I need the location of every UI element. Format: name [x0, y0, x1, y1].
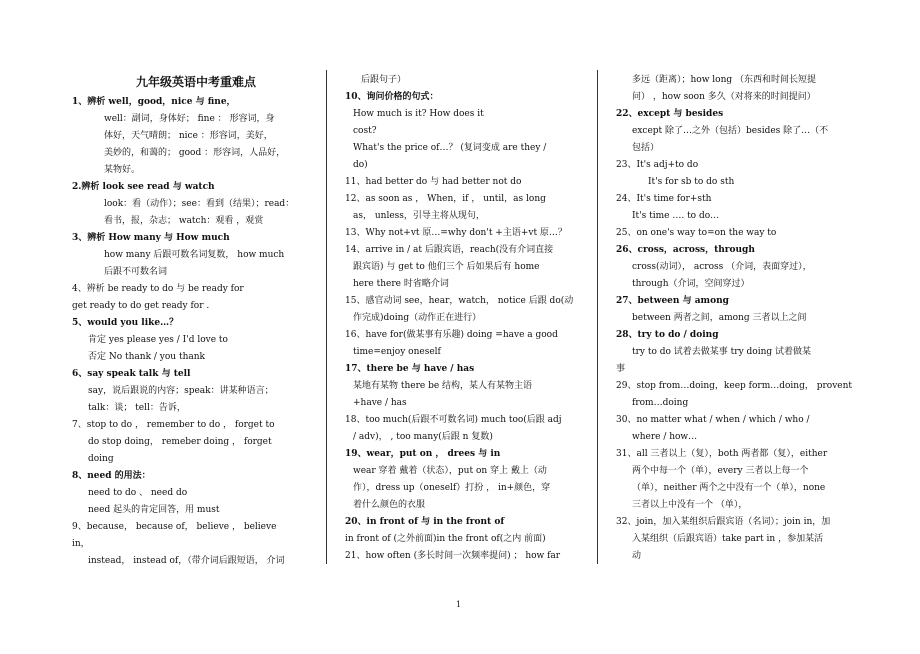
text-line: It's for sb to do sth	[648, 177, 735, 187]
text-line: well：副词，身体好； fine ： 形容词，身	[104, 114, 275, 124]
text-line: 动	[632, 551, 642, 561]
text-line: look：看（动作）；see：看到（结果）；read：	[104, 199, 295, 209]
text-line: need to do 、 need do	[88, 488, 188, 498]
page-number: 1	[456, 600, 462, 609]
text-line: instead， instead of，（带介词后跟短语， 介词	[88, 556, 285, 566]
text-line: 肯定 yes please yes / I'd love to	[88, 335, 228, 345]
column-divider-left	[326, 70, 327, 564]
text-line: 看书，报，杂志； watch：观看 ，观赏	[104, 216, 264, 226]
text-line: in front of (之外前面)in the front of(之内 前面)	[345, 534, 546, 544]
text-line: How much is it? How does it	[353, 109, 484, 119]
text-line: 32、join，加入某组织后跟宾语（名词）；join in，加	[616, 517, 831, 527]
text-line: 15、感官动词 see，hear，watch， notice 后跟 do(动	[345, 296, 574, 306]
text-line: 23、It's adj+to do	[616, 160, 699, 170]
text-line: 事	[616, 364, 626, 374]
text-line: say，说后跟说的内容；speak：讲某种语言；	[88, 386, 274, 396]
text-line: how many 后跟可数名词复数， how much	[104, 250, 285, 260]
text-line: 11、had better do 与 had better not do	[345, 177, 522, 187]
text-line: in，	[72, 539, 90, 549]
text-line: 5、would you like…？	[72, 318, 179, 328]
text-line: （单），neither 两个之中没有一个（单），none	[632, 483, 826, 493]
column-1	[72, 72, 320, 570]
text-line: 作），dress up（oneself）打扮 ， in+颜色，穿	[353, 483, 551, 493]
text-line: 体好，天气晴朗； nice ：形容词，美好，	[104, 131, 273, 141]
text-line: 22、except 与 besides	[616, 109, 724, 119]
text-line: 1、辨析 well，good，nice 与 fine，	[72, 97, 236, 107]
text-line: / adv)， , too many(后跟 n 复数)	[353, 432, 493, 442]
text-line: 跟宾语) 与 get to 他们三个 后如果后有 home	[353, 262, 540, 272]
document-title: 九年级英语中考重难点	[135, 75, 256, 89]
text-line: It's time …. to do…	[632, 211, 720, 221]
text-line: What's the price of…？ (复词变成 are they /	[353, 143, 547, 153]
text-line: 24、It's time for+sth	[616, 194, 712, 204]
text-line: 29、stop from…doing，keep form…doing， provent	[616, 381, 853, 391]
text-line: 14、arrive in / at 后跟宾语，reach(没有介词直接	[345, 245, 554, 255]
text-line: 20、in front of 与 in the front of	[345, 517, 505, 527]
text-line: 8、need 的用法：	[72, 471, 151, 481]
text-line: 否定 No thank / you thank	[88, 352, 205, 362]
text-line: +have / has	[353, 398, 407, 408]
text-line: 28、try to do / doing	[616, 330, 719, 340]
text-line: 后跟句子）	[361, 75, 407, 85]
text-line: between 两者之间，among 三者以上之间	[632, 313, 807, 323]
text-line: 9、because， because of， believe ， believe	[72, 522, 277, 532]
text-line: 6、say speak talk 与 tell	[72, 369, 191, 379]
text-line: 18、too much(后跟不可数名词) much too(后跟 adj	[345, 415, 562, 425]
text-line: wear 穿着 戴着（状态），put on 穿上 戴上（动	[353, 466, 547, 476]
text-line: 作完成)doing（动作正在进行）	[353, 313, 482, 323]
text-line: as， unless，引导主将从现句，	[353, 211, 485, 221]
text-line: need 起头的肯定回答，用 must	[88, 505, 220, 515]
text-line: doing	[88, 454, 114, 464]
text-line: 3、辨析 How many 与 How much	[72, 233, 230, 243]
text-line: here there 时省略介词	[353, 279, 449, 289]
text-line: 7、stop to do ， remember to do ， forget to	[72, 420, 275, 430]
text-line: except 除了…之外（包括）besides 除了…（不	[632, 126, 829, 136]
text-line: 21、how often (多长时间一次频率提问) ； how far	[345, 551, 561, 561]
text-line: time=enjoy oneself	[353, 347, 441, 357]
text-line: 多远（距离）；how long （东西和时间长短提	[632, 75, 816, 85]
text-line: 入某组织（后跟宾语）take part in ，参加某活	[632, 534, 824, 544]
text-line: cost?	[353, 126, 377, 136]
text-line: 美妙的，和蔼的； good ：形容词，人品好，	[104, 148, 286, 158]
text-line: 25、on one's way to=on the way to	[616, 228, 777, 238]
text-line: cross(动词）， across （介词，表面穿过），	[632, 262, 812, 272]
text-line: where / how…	[632, 432, 698, 442]
text-line: 问） ，how soon 多久（对将来的时间提问）	[632, 92, 816, 102]
column-3	[616, 72, 856, 565]
text-line: 某物好。	[104, 165, 141, 175]
text-line: 10、询问价格的句式：	[345, 92, 439, 102]
text-line: 16、have for(做某事有乐趣) doing =have a good	[345, 330, 558, 340]
text-line: 30、no matter what / when / which / who /	[616, 415, 810, 425]
text-line: do)	[353, 160, 368, 170]
text-line: 两个中每一个（单），every 三者以上每一个	[632, 466, 809, 476]
text-line: 某地有某物 there be 结构，某人有某物主语	[353, 381, 533, 391]
text-line: from…doing	[632, 398, 689, 408]
text-line: 三者以上中没有一个 （单），	[632, 500, 748, 510]
text-line: 包括）	[632, 143, 660, 153]
text-line: 后跟不可数名词	[104, 267, 168, 277]
text-line: try to do 试着去做某事 try doing 试着做某	[632, 347, 812, 357]
text-line: talk：谈； tell：告诉，	[88, 403, 186, 413]
text-line: 17、there be 与 have / has	[345, 364, 475, 374]
column-divider-right	[597, 70, 598, 564]
text-line: 2.辨析 look see read 与 watch	[72, 182, 215, 192]
text-line: 27、between 与 among	[616, 296, 729, 306]
text-line: 4、辨析 be ready to do 与 be ready for	[72, 284, 244, 294]
text-line: get ready to do get ready for .	[72, 301, 210, 311]
text-line: 13、Why not+vt 原…=why don't +主语+vt 原…？	[345, 228, 567, 238]
text-line: 着什么颜色的衣服	[353, 500, 426, 510]
text-line: do stop doing， remeber doing ， forget	[88, 437, 272, 447]
text-line: through（介词，空间穿过）	[632, 279, 750, 289]
text-line: 19、wear，put on ， drees 与 in	[345, 449, 501, 459]
text-line: 31、all 三者以上（复），both 两者都（复），either	[616, 449, 828, 459]
text-line: 12、as soon as ， When，if ， until，as long	[345, 194, 546, 204]
text-line: 26、cross，across，through	[616, 245, 755, 255]
column-2	[345, 72, 583, 565]
